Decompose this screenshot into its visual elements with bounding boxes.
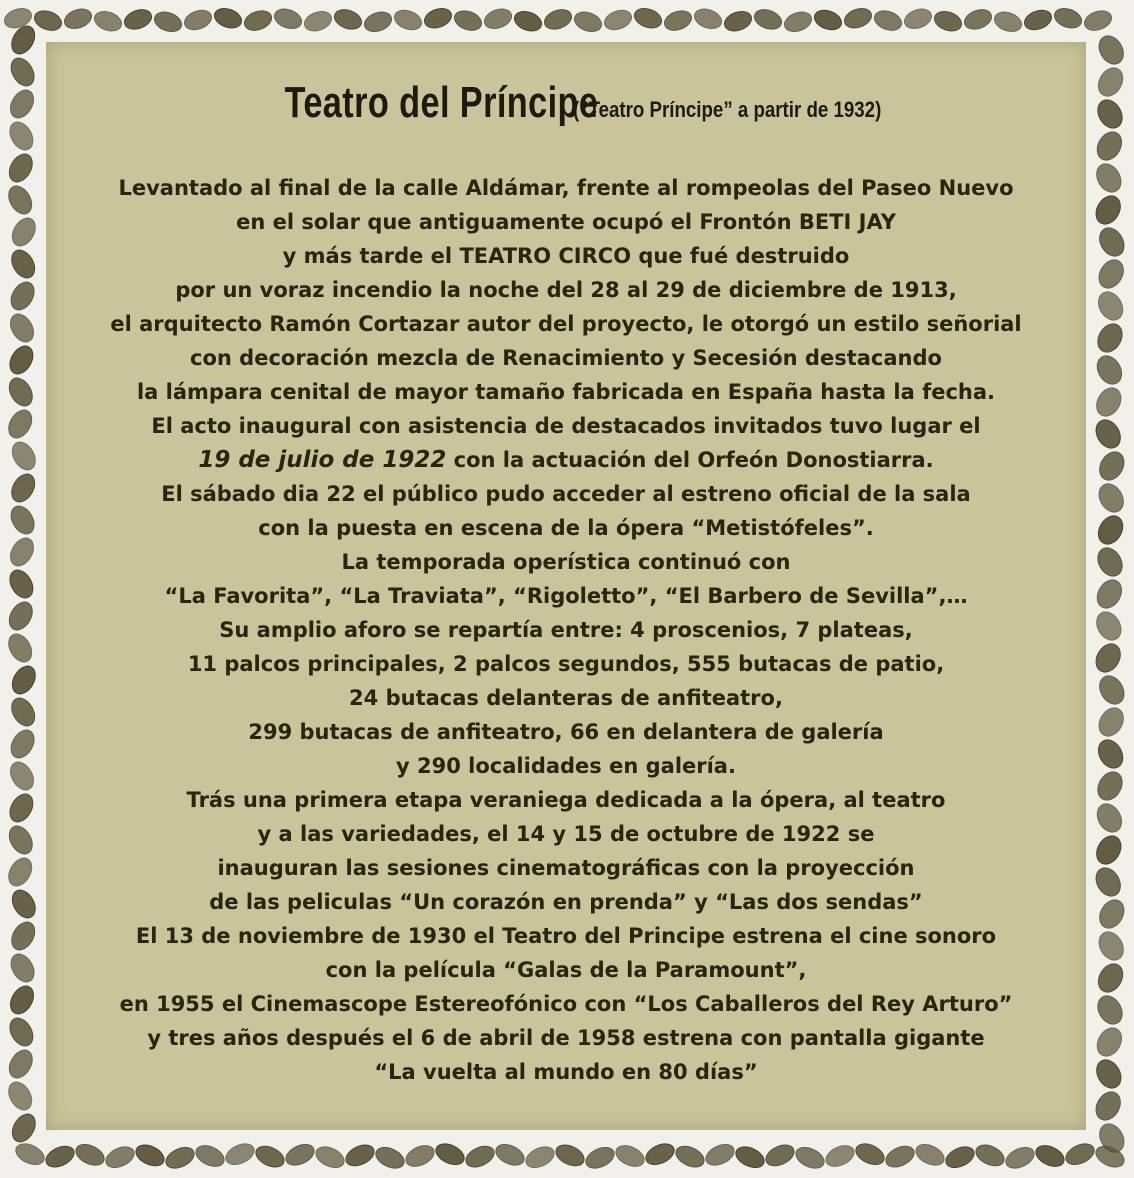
border-ornament bbox=[902, 6, 934, 32]
body-line-11: con la puesta en escena de la ópera “Metistófeles”. bbox=[258, 516, 874, 540]
border-ornament bbox=[1093, 992, 1127, 1029]
border-ornament bbox=[823, 1142, 858, 1171]
border-ornament bbox=[6, 502, 38, 538]
border-ornament bbox=[1093, 96, 1127, 133]
border-ornament bbox=[253, 1142, 288, 1171]
border-ornament bbox=[6, 54, 38, 90]
border-ornament bbox=[793, 1143, 828, 1172]
border-ornament bbox=[5, 790, 37, 826]
border-ornament bbox=[4, 630, 36, 666]
border-ornament bbox=[692, 6, 724, 32]
border-ornament bbox=[493, 1140, 528, 1169]
border-ornament bbox=[4, 854, 36, 890]
border-ornament bbox=[373, 1143, 408, 1172]
border-ornament bbox=[403, 1142, 438, 1171]
border-ornament bbox=[8, 886, 40, 922]
border-ornament bbox=[6, 726, 38, 762]
border-ornament bbox=[5, 118, 37, 154]
border-ornament bbox=[872, 7, 904, 33]
border-ornament bbox=[673, 1142, 708, 1171]
page-subtitle: (”Teatro Príncipe” a partir de 1932) bbox=[572, 97, 882, 122]
border-ornament bbox=[1094, 704, 1128, 741]
border-ornament bbox=[913, 1140, 948, 1169]
border-ornament bbox=[6, 950, 38, 986]
border-ornament bbox=[613, 1142, 648, 1171]
border-ornament bbox=[482, 6, 514, 32]
body-line-20: y a las variedades, el 14 y 15 de octubre de 1922 se bbox=[257, 822, 875, 846]
border-ornament bbox=[152, 9, 184, 35]
border-ornament bbox=[602, 7, 634, 33]
body-line-25: en 1955 el Cinemascope Estereofónico con “Los Caballeros del Rey Arturo” bbox=[119, 992, 1013, 1016]
body-line-19: Trás una primera etapa veraniega dedicada a la ópera, al teatro bbox=[186, 788, 946, 812]
border-ornament bbox=[5, 150, 37, 186]
border-ornament bbox=[6, 534, 38, 570]
border-ornament bbox=[1003, 1143, 1038, 1172]
border-ornament bbox=[5, 822, 37, 858]
border-ornament bbox=[1093, 768, 1127, 805]
border-ornament bbox=[133, 1141, 168, 1170]
border-ornament bbox=[1094, 960, 1128, 997]
body-line-17: 299 butacas de anfiteatro, 66 en delantera de galería bbox=[248, 720, 884, 744]
body-line-14: Su amplio aforo se repartía entre: 4 proscenios, 7 plateas, bbox=[219, 618, 913, 642]
border-ornament bbox=[193, 1142, 228, 1171]
border-ornament bbox=[43, 1142, 78, 1171]
border-ornament bbox=[1093, 320, 1127, 357]
border-ornament bbox=[512, 8, 544, 34]
border-ornament bbox=[6, 278, 38, 314]
body-line-2: en el solar que antiguamente ocupó el Frontón BETI JAY bbox=[236, 210, 896, 234]
border-ornament bbox=[7, 470, 39, 506]
border-ornament bbox=[763, 1141, 798, 1170]
border-ornament bbox=[1022, 7, 1054, 33]
border-ornament bbox=[362, 9, 394, 35]
border-ornament bbox=[1092, 1056, 1126, 1093]
border-ornament bbox=[8, 438, 40, 474]
border-ornament bbox=[812, 7, 844, 33]
border-ornament bbox=[5, 1014, 37, 1050]
border-ornament bbox=[122, 6, 154, 32]
border-ornament bbox=[5, 566, 37, 602]
border-ornament bbox=[343, 1141, 378, 1170]
border-ornament bbox=[163, 1143, 198, 1172]
page-title: Teatro del Príncipe bbox=[284, 78, 599, 127]
border-ornament bbox=[1092, 1024, 1126, 1061]
border-ornament bbox=[92, 8, 124, 34]
body-line-16: 24 butacas delanteras de anfiteatro, bbox=[349, 686, 783, 710]
border-ornament bbox=[4, 1078, 36, 1114]
border-ornament bbox=[973, 1141, 1008, 1170]
border-ornament bbox=[1033, 1142, 1068, 1171]
border-ornament bbox=[1095, 448, 1129, 485]
border-ornament bbox=[302, 8, 334, 34]
border-ornament bbox=[5, 598, 37, 634]
body-line-13: “La Favorita”, “La Traviata”, “Rigoletto”, “El Barbero de Sevilla”,… bbox=[164, 584, 968, 608]
border-ornament bbox=[853, 1140, 888, 1169]
border-ornament bbox=[1092, 608, 1126, 645]
border-ornament bbox=[1092, 352, 1126, 389]
body-line-4: por un voraz incendio la noche del 28 al 29 de diciembre de 1913, bbox=[175, 278, 957, 302]
border-ornament bbox=[932, 8, 964, 34]
border-ornament bbox=[1091, 416, 1125, 453]
border-ornament bbox=[1092, 832, 1126, 869]
border-ornament bbox=[13, 1140, 48, 1169]
border-ornament bbox=[433, 1140, 468, 1169]
inaugural-date: 19 de julio de 1922 bbox=[198, 447, 447, 473]
border-ornament bbox=[1091, 192, 1125, 229]
body-line-23: El 13 de noviembre de 1930 el Teatro del Principe estrena el cine sonoro bbox=[135, 924, 997, 948]
title-row bbox=[46, 78, 1086, 128]
body-line-3: y más tarde el TEATRO CIRCO que fué destruido bbox=[282, 244, 850, 268]
body-line-1: Levantado al final de la calle Aldámar, frente al rompeolas del Paseo Nuevo bbox=[118, 176, 1014, 200]
border-ornament bbox=[6, 982, 38, 1018]
body-line-26: y tres años después el 6 de abril de 1958 estrena con pantalla gigante bbox=[147, 1026, 985, 1050]
border-ornament bbox=[7, 694, 39, 730]
body-line-7: la lámpara cenital de mayor tamaño fabricada en España hasta la fecha. bbox=[136, 380, 996, 404]
border-ornament bbox=[1094, 32, 1128, 69]
body-line-24: con la película “Galas de la Paramount”, bbox=[325, 958, 807, 982]
body-line-18: y 290 localidades en galería. bbox=[396, 754, 736, 778]
border-ornament bbox=[722, 8, 754, 34]
border-ornament bbox=[4, 406, 36, 442]
border-ornament bbox=[662, 7, 694, 33]
border-ornament bbox=[542, 6, 574, 32]
border-ornament bbox=[1052, 5, 1084, 31]
border-ornament bbox=[992, 9, 1024, 35]
border-ornament bbox=[103, 1143, 138, 1172]
body-line-21: inauguran las sesiones cinematográficas con la proyección bbox=[217, 856, 915, 880]
border-ornament bbox=[6, 310, 38, 346]
border-ornament bbox=[242, 7, 274, 33]
border-ornament bbox=[1095, 224, 1129, 261]
border-ornament bbox=[313, 1143, 348, 1172]
body-text bbox=[46, 171, 1086, 1089]
text-panel bbox=[46, 42, 1086, 1130]
border-ornament bbox=[1094, 736, 1128, 773]
border-ornament bbox=[62, 6, 94, 32]
inaugural-rest: con la actuación del Orfeón Donostiarra. bbox=[446, 448, 934, 472]
border-ornament bbox=[1092, 384, 1126, 421]
border-ornament bbox=[1092, 160, 1126, 197]
body-line-5: el arquitecto Ramón Cortazar autor del proyecto, le otorgó un estilo señorial bbox=[110, 312, 1022, 336]
border-ornament bbox=[782, 9, 814, 35]
border-ornament bbox=[632, 5, 664, 31]
border-ornament bbox=[6, 86, 38, 122]
border-ornament bbox=[8, 662, 40, 698]
border-ornament bbox=[1095, 672, 1129, 709]
border-ornament bbox=[463, 1142, 498, 1171]
border-ornament bbox=[5, 1046, 37, 1082]
border-ornament bbox=[6, 758, 38, 794]
border-ornament bbox=[32, 7, 64, 33]
border-ornament bbox=[1082, 7, 1114, 33]
border-ornament bbox=[962, 6, 994, 32]
border-ornament bbox=[223, 1140, 258, 1169]
body-line-6: con decoración mezcla de Renacimiento y Secesión destacando bbox=[190, 346, 942, 370]
border-ornament bbox=[523, 1143, 558, 1172]
border-ornament bbox=[1094, 256, 1128, 293]
border-ornament bbox=[182, 7, 214, 33]
border-ornament bbox=[8, 214, 40, 250]
border-ornament bbox=[5, 342, 37, 378]
border-ornament bbox=[1091, 1088, 1125, 1125]
border-ornament bbox=[332, 6, 364, 32]
body-line-15: 11 palcos principales, 2 palcos segundos, 555 butacas de patio, bbox=[187, 652, 945, 676]
body-line-22: de las peliculas “Un corazón en prenda” y “Las dos sendas” bbox=[209, 890, 923, 914]
body-line-8: El acto inaugural con asistencia de destacados invitados tuvo lugar el bbox=[151, 414, 981, 438]
border-ornament bbox=[1063, 1140, 1098, 1169]
border-ornament bbox=[1092, 800, 1126, 837]
border-ornament bbox=[553, 1141, 588, 1170]
border-ornament bbox=[7, 246, 39, 282]
border-ornament bbox=[703, 1140, 738, 1169]
border-ornament bbox=[583, 1143, 618, 1172]
border-ornament bbox=[1092, 128, 1126, 165]
border-ornament bbox=[1094, 480, 1128, 517]
border-ornament bbox=[643, 1140, 678, 1169]
border-ornament bbox=[733, 1143, 768, 1172]
border-ornament bbox=[283, 1140, 318, 1169]
border-ornament bbox=[7, 918, 39, 954]
border-ornament bbox=[943, 1143, 978, 1172]
border-ornament bbox=[1094, 288, 1128, 325]
border-ornament bbox=[1095, 896, 1129, 933]
border-ornament bbox=[73, 1140, 108, 1169]
border-ornament bbox=[1091, 640, 1125, 677]
body-line-12: La temporada operística continuó con bbox=[341, 550, 791, 574]
border-ornament bbox=[4, 182, 36, 218]
border-ornament bbox=[752, 6, 784, 32]
border-ornament bbox=[842, 5, 874, 31]
border-ornament bbox=[272, 6, 304, 32]
border-ornament bbox=[1091, 864, 1125, 901]
border-ornament bbox=[5, 374, 37, 410]
body-line-inaugural bbox=[46, 443, 1086, 477]
border-ornament bbox=[8, 1110, 40, 1146]
border-ornament bbox=[1094, 512, 1128, 549]
border-ornament bbox=[392, 7, 424, 33]
border-ornament bbox=[422, 5, 454, 31]
body-line-10: El sábado dia 22 el público pudo acceder al estreno oficial de la sala bbox=[161, 482, 971, 506]
border-ornament bbox=[452, 7, 484, 33]
border-ornament bbox=[572, 9, 604, 35]
body-line-27: “La vuelta al mundo en 80 días” bbox=[374, 1060, 758, 1084]
border-ornament bbox=[1092, 576, 1126, 613]
border-ornament bbox=[1094, 64, 1128, 101]
border-ornament bbox=[212, 5, 244, 31]
border-ornament bbox=[1094, 928, 1128, 965]
border-ornament bbox=[1093, 544, 1127, 581]
border-ornament bbox=[883, 1142, 918, 1171]
